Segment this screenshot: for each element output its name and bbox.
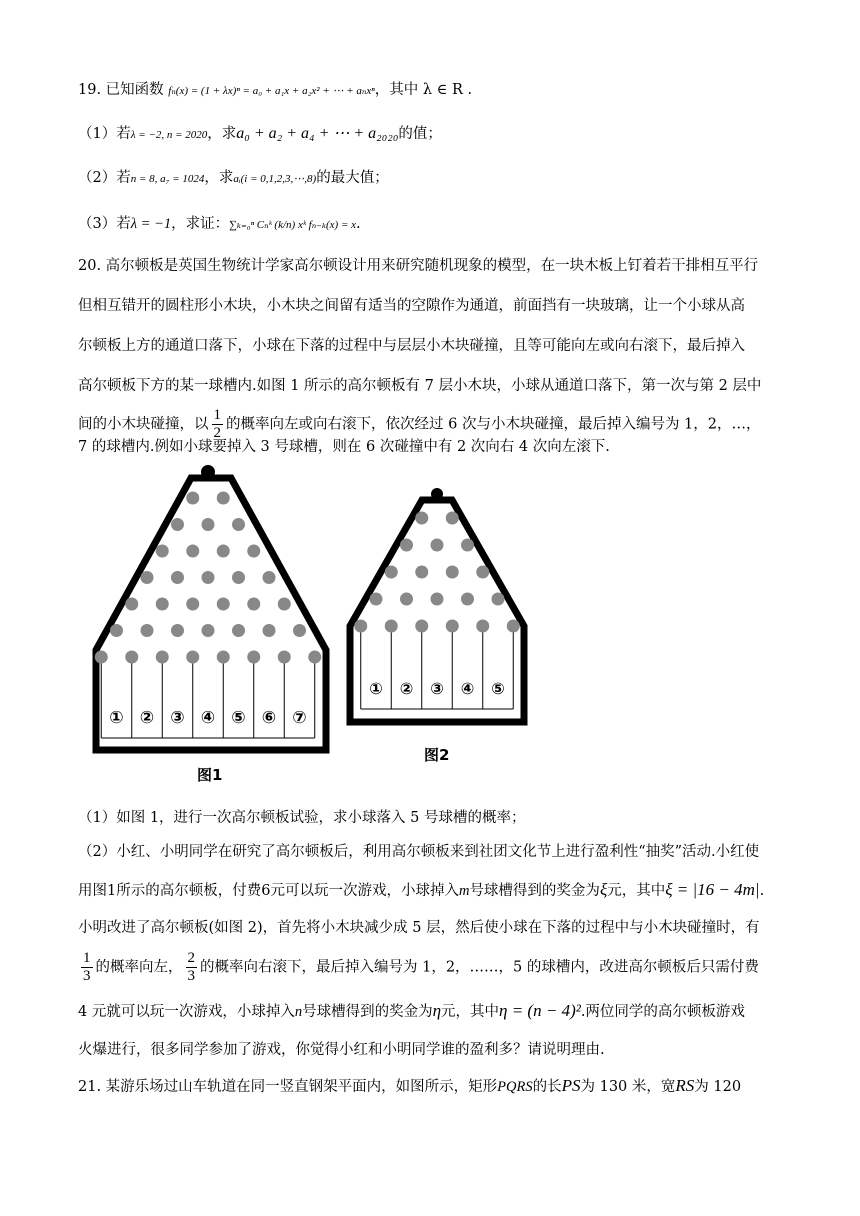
q19-part1: （1）若λ = −2, n = 2020，求a₀ + a₂ + a₄ + ⋯ + a₂₀₂₀的值；: [78, 125, 442, 142]
q20-part2-line-4: $\frac{1}{3}$ 的概率向左， $\frac{2}{3}$ 的概率向右滚下，最后掉入编号为 1，2，……，5 的球槽内，改进高尔顿板后只需付费: [83, 950, 759, 984]
peg: [217, 492, 230, 505]
q20-line-5: 间的小木块碰撞，以 $\frac{1}{2}$ 的概率向左或向右滚下，依次经过 6 次与小木块碰撞，最后掉入编号为 1，2，…，: [78, 407, 761, 441]
peg: [461, 539, 474, 552]
q19-part3: （3）若λ = −1，求证：∑ₖ₌₀ⁿ Cₙᵏ (k/n) xᵏ fₙ₋ₖ(x) = x.: [78, 216, 361, 232]
peg: [141, 624, 154, 637]
slot-label-5: ⑤: [231, 708, 246, 728]
peg: [232, 624, 245, 637]
slot-label-2: ②: [139, 708, 155, 728]
peg: [446, 566, 459, 579]
peg: [415, 512, 428, 525]
fraction-one-third: $\frac{1}{3}$: [83, 950, 91, 984]
peg: [247, 545, 260, 558]
board-2-ball: [431, 488, 443, 500]
peg: [232, 571, 245, 584]
peg: [186, 651, 199, 664]
peg: [415, 620, 428, 633]
peg: [217, 545, 230, 558]
peg: [431, 593, 444, 606]
peg: [461, 593, 474, 606]
galton-board-figure-1: [86, 460, 336, 760]
peg: [186, 598, 199, 611]
peg: [186, 545, 199, 558]
peg: [217, 651, 230, 664]
q20-line-1: 20. 高尔顿板是英国生物统计学家高尔顿设计用来研究随机现象的模型，在一块木板上钉着若干排相互平行: [78, 258, 759, 274]
q20-part2-line-6: 火爆进行，很多同学参加了游戏，你觉得小红和小明同学谁的盈利多？请说明理由.: [78, 1042, 605, 1058]
q20-part2-line-2: 用图1所示的高尔顿板，付费6元可以玩一次游戏，小球掉入m号球槽得到的奖金为ξ元，其中ξ = |16 − 4m|.: [78, 880, 765, 899]
peg: [507, 620, 520, 633]
peg: [171, 571, 184, 584]
peg: [202, 518, 215, 531]
slot-label-4: ④: [460, 679, 475, 698]
peg: [263, 624, 276, 637]
q20-part2-line-5: 4 元就可以玩一次游戏，小球掉入n号球槽得到的奖金为η元，其中η = (n − 4)².两位同学的高尔顿板游戏: [78, 1001, 745, 1020]
board-1-ball: [201, 465, 215, 479]
fraction-one-half: $\frac{1}{2}$: [213, 407, 221, 441]
peg: [156, 545, 169, 558]
peg: [125, 651, 138, 664]
peg: [400, 539, 413, 552]
slot-label-1: ①: [109, 708, 124, 728]
peg: [431, 539, 444, 552]
peg: [171, 518, 184, 531]
q20-part1: （1）如图 1，进行一次高尔顿板试验，求小球落入 5 号球槽的概率；: [78, 810, 526, 826]
q20-part2-line-3: 小明改进了高尔顿板(如图 2)，首先将小木块减少成 5 层，然后使小球在下落的过程中与小木块碰撞时，有: [78, 920, 760, 936]
slot-label-3: ③: [170, 708, 185, 728]
peg: [476, 566, 489, 579]
peg: [492, 593, 505, 606]
galton-board-figure-2: [342, 484, 532, 729]
peg: [125, 598, 138, 611]
peg: [232, 518, 245, 531]
peg: [293, 624, 306, 637]
peg: [385, 620, 398, 633]
peg: [110, 624, 123, 637]
slot-label-1: ①: [369, 679, 383, 698]
figure-1-caption: 图1: [197, 766, 223, 784]
xi-formula: ξ = |16 − 4m|: [665, 880, 760, 899]
peg: [186, 492, 199, 505]
q19-part2: （2）若n = 8, a₇ = 1024，求aᵢ(i = 0,1,2,3,⋯,8)的最大值；: [78, 170, 389, 186]
peg: [278, 598, 291, 611]
peg: [446, 512, 459, 525]
slot-label-3: ③: [430, 679, 444, 698]
peg: [156, 651, 169, 664]
peg: [370, 593, 383, 606]
slot-label-4: ④: [200, 708, 216, 728]
peg: [263, 571, 276, 584]
peg: [202, 624, 215, 637]
peg: [354, 620, 367, 633]
q20-line-2: 但相互错开的圆柱形小木块，小木块之间留有适当的空隙作为通道，前面挡有一块玻璃，让一个小球从高: [78, 298, 745, 314]
slot-label-2: ②: [399, 679, 414, 698]
peg: [308, 651, 321, 664]
peg: [247, 651, 260, 664]
q20-line-6: 7 的球槽内.例如小球要掉入 3 号球槽，则在 6 次碰撞中有 2 次向右 4 次向左滚下.: [78, 439, 610, 455]
slot-label-5: ⑤: [491, 679, 505, 698]
fraction-two-thirds: $\frac{2}{3}$: [187, 950, 195, 984]
figure-2-caption: 图2: [424, 746, 450, 764]
peg: [415, 566, 428, 579]
peg: [202, 571, 215, 584]
peg: [446, 620, 459, 633]
peg: [141, 571, 154, 584]
peg: [278, 651, 291, 664]
q20-line-3: 尔顿板上方的通道口落下，小球在下落的过程中与层层小木块碰撞，且等可能向左或向右滚下，最后掉入: [78, 338, 745, 354]
peg: [400, 593, 413, 606]
peg: [247, 598, 260, 611]
q19-intro: 19. 已知函数 fₙ(x) = (1 + λx)ⁿ = a₀ + a₁x + a₂x² + ⋯ + aₙxⁿ，其中 λ ∈ R .: [78, 82, 473, 98]
peg: [95, 651, 108, 664]
q21-intro: 21. 某游乐场过山车轨道在同一竖直钢架平面内，如图所示，矩形PQRS的长PS为 130 米，宽RS为 120: [78, 1076, 742, 1095]
slot-label-6: ⑥: [261, 708, 277, 728]
peg: [217, 598, 230, 611]
q20-part2-line-1: （2）小红、小明同学在研究了高尔顿板后，利用高尔顿板来到社团文化节上进行盈利性“抽奖”活动.小红使: [78, 844, 760, 860]
q19-function-formula: fₙ(x) = (1 + λx)ⁿ = a₀ + a₁x + a₂x² + ⋯ + aₙxⁿ: [168, 85, 375, 97]
peg: [156, 598, 169, 611]
peg: [385, 566, 398, 579]
peg: [476, 620, 489, 633]
slot-label-7: ⑦: [292, 708, 307, 728]
eta-formula: η = (n − 4)²: [499, 1001, 581, 1020]
q20-line-4: 高尔顿板下方的某一球槽内.如图 1 所示的高尔顿板有 7 层小木块，小球从通道口落下，第一次与第 2 层中: [78, 378, 762, 394]
peg: [171, 624, 184, 637]
